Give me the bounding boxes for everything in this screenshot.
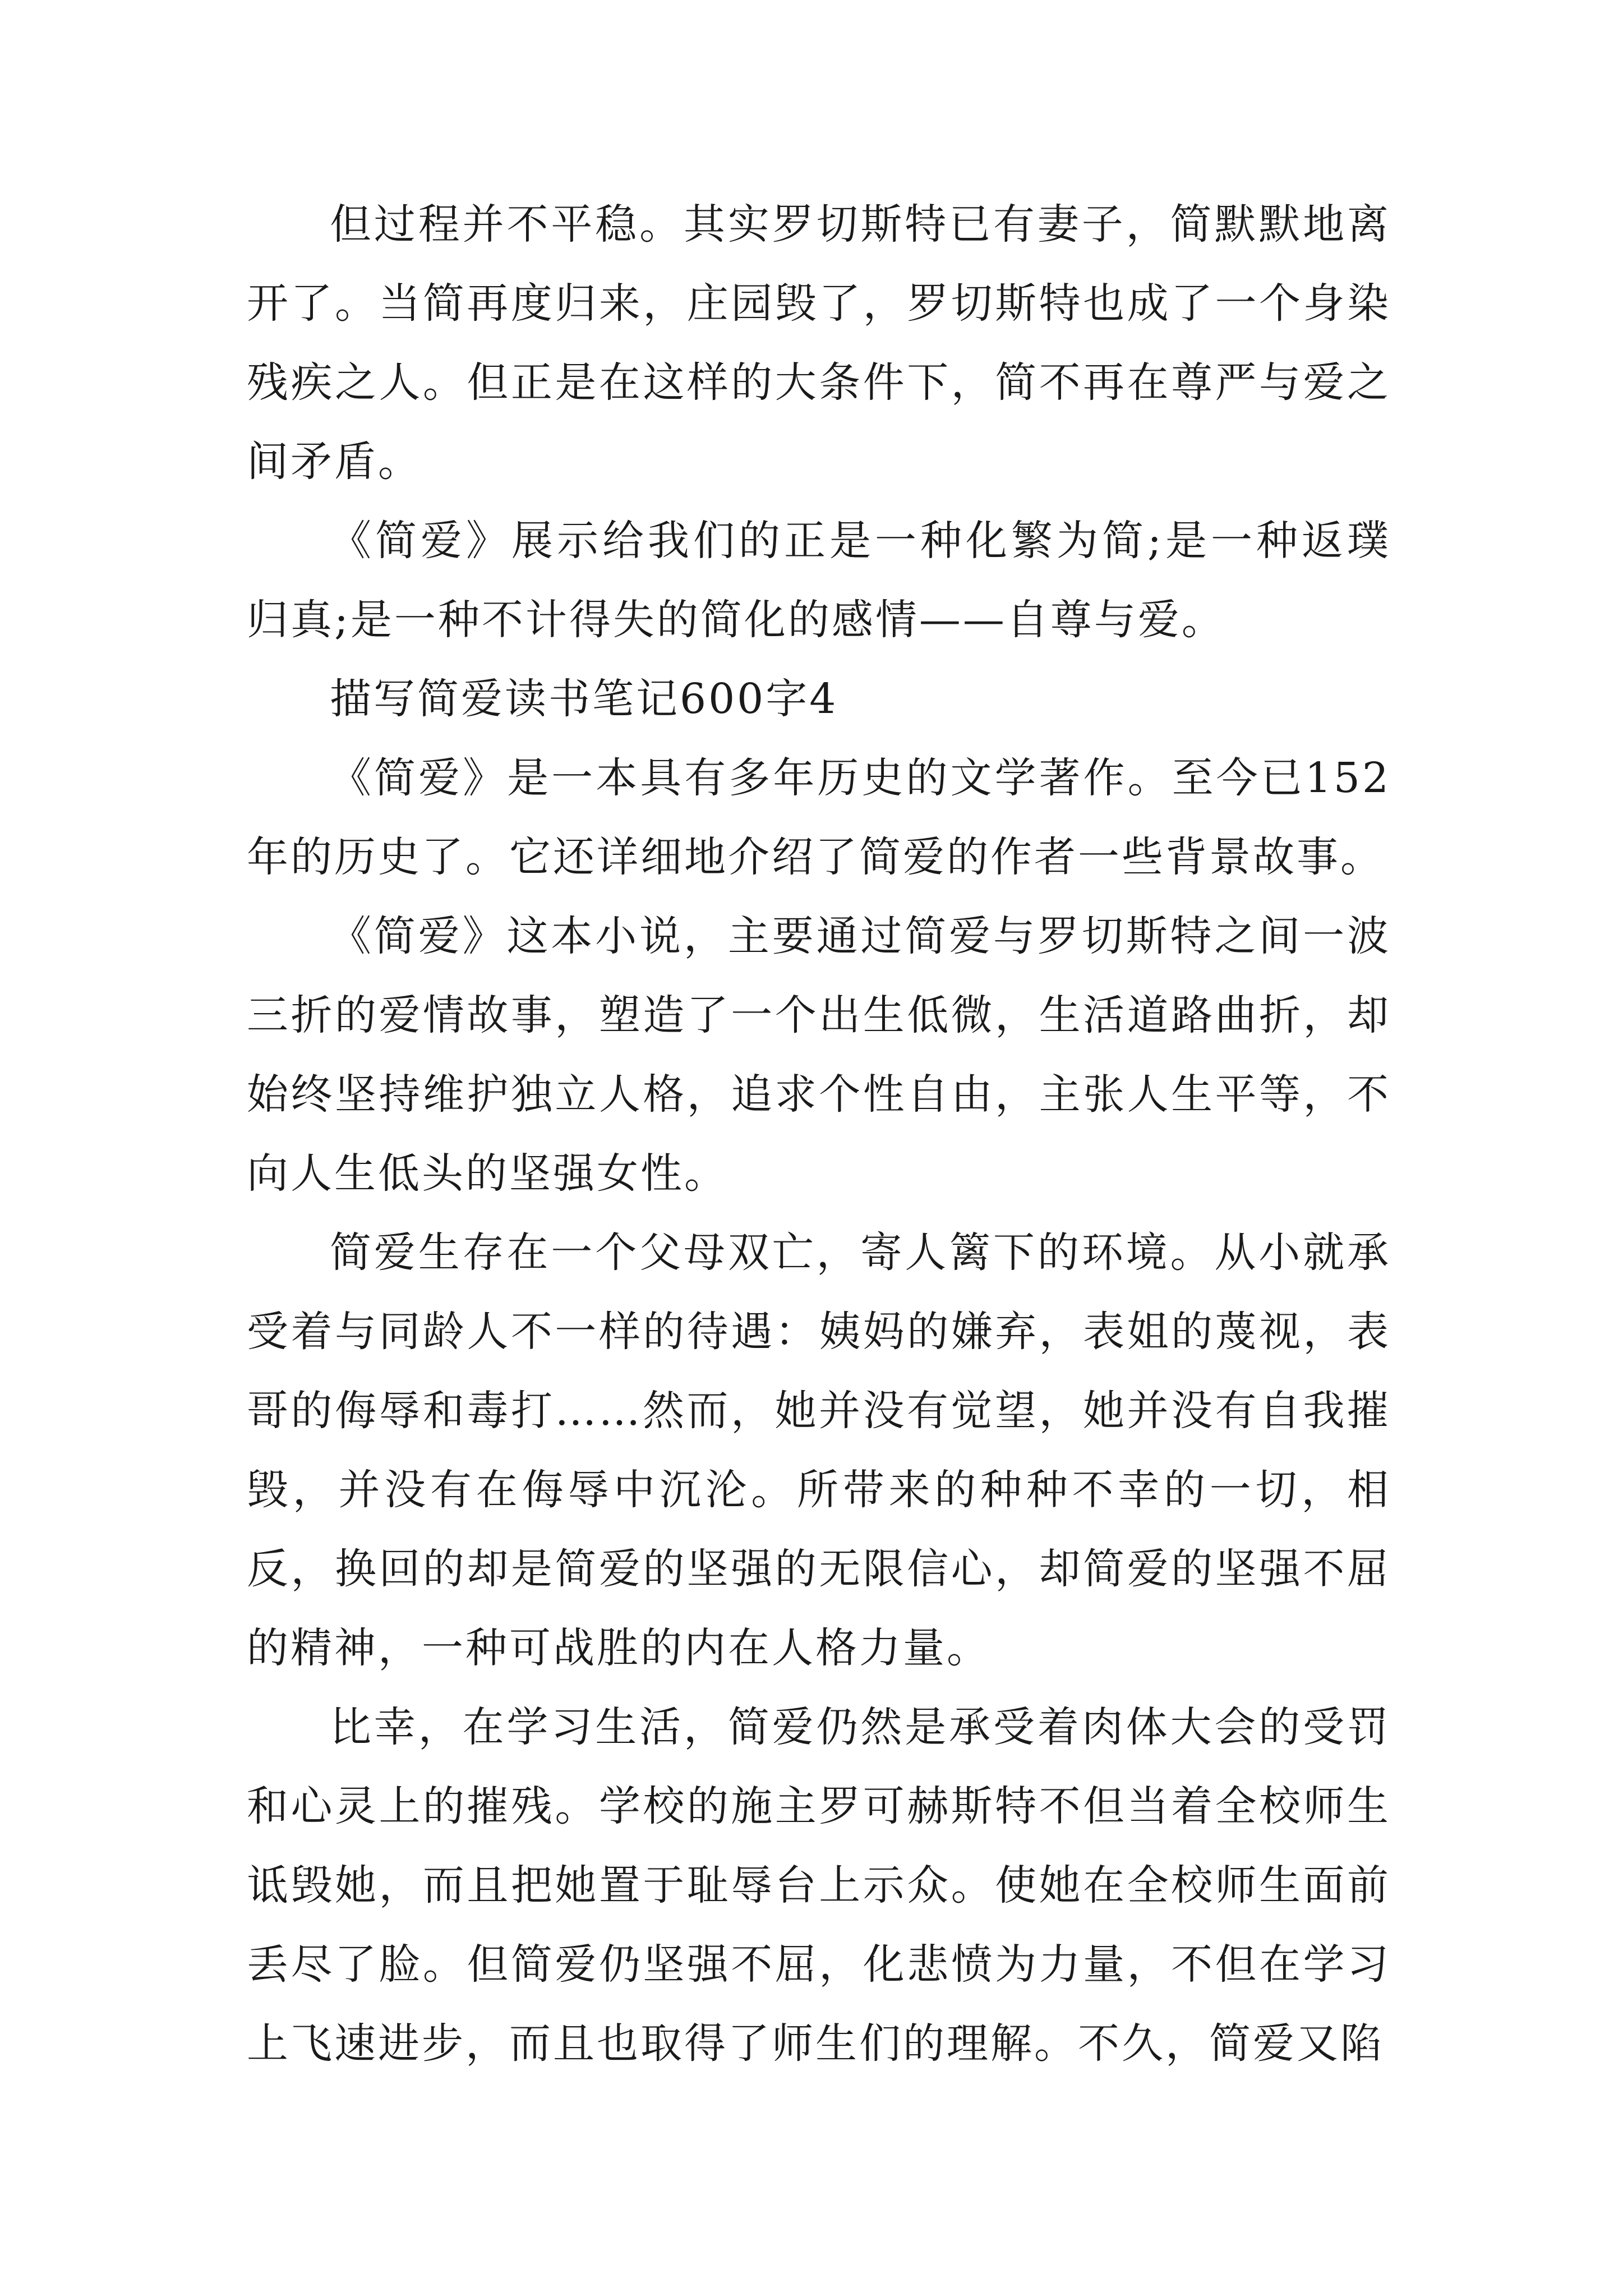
document-body (247, 185, 1391, 2083)
paragraph: 《简爱》展示给我们的正是一种化繁为简;是一种返璞归真;是一种不计得失的简化的感情——自尊与爱。 (247, 517, 1391, 644)
paragraph: 简爱生存在一个父母双亡，寄人篱下的环境。从小就承受着与同龄人不一样的待遇：姨妈的嫌弃，表姐的蔑视，表哥的侮辱和毒打……然而，她并没有觉望，她并没有自我摧毁，并没有在侮辱中沉沦。所带来的种种不幸的一切，相反，换回的却是简爱的坚强的无限信心，却简爱的坚强不屈的精神，一种可战胜的内在人格力量。 (247, 1228, 1391, 1672)
section-heading: 描写简爱读书笔记600字4 (330, 675, 838, 723)
paragraph: 《简爱》是一本具有多年历史的文学著作。至今已152年的历史了。它还详细地介绍了简爱的作者一些背景故事。 (247, 754, 1391, 881)
paragraph: 《简爱》这本小说，主要通过简爱与罗切斯特之间一波三折的爱情故事，塑造了一个出生低微，生活道路曲折，却始终坚持维护独立人格，追求个性自由，主张人生平等，不向人生低头的坚强女性。 (247, 912, 1391, 1198)
paragraph: 比幸，在学习生活，简爱仍然是承受着肉体大会的受罚和心灵上的摧残。学校的施主罗可赫斯特不但当着全校师生诋毁她，而且把她置于耻辱台上示众。使她在全校师生面前丢尽了脸。但简爱仍坚强不屈，化悲愤为力量，不但在学习上飞速进步，而且也取得了师生们的理解。不久，简爱又陷 (247, 1703, 1391, 2068)
paragraph: 但过程并不平稳。其实罗切斯特已有妻子，简默默地离开了。当简再度归来，庄园毁了，罗切斯特也成了一个身染残疾之人。但正是在这样的大条件下，简不再在尊严与爱之间矛盾。 (247, 200, 1391, 486)
